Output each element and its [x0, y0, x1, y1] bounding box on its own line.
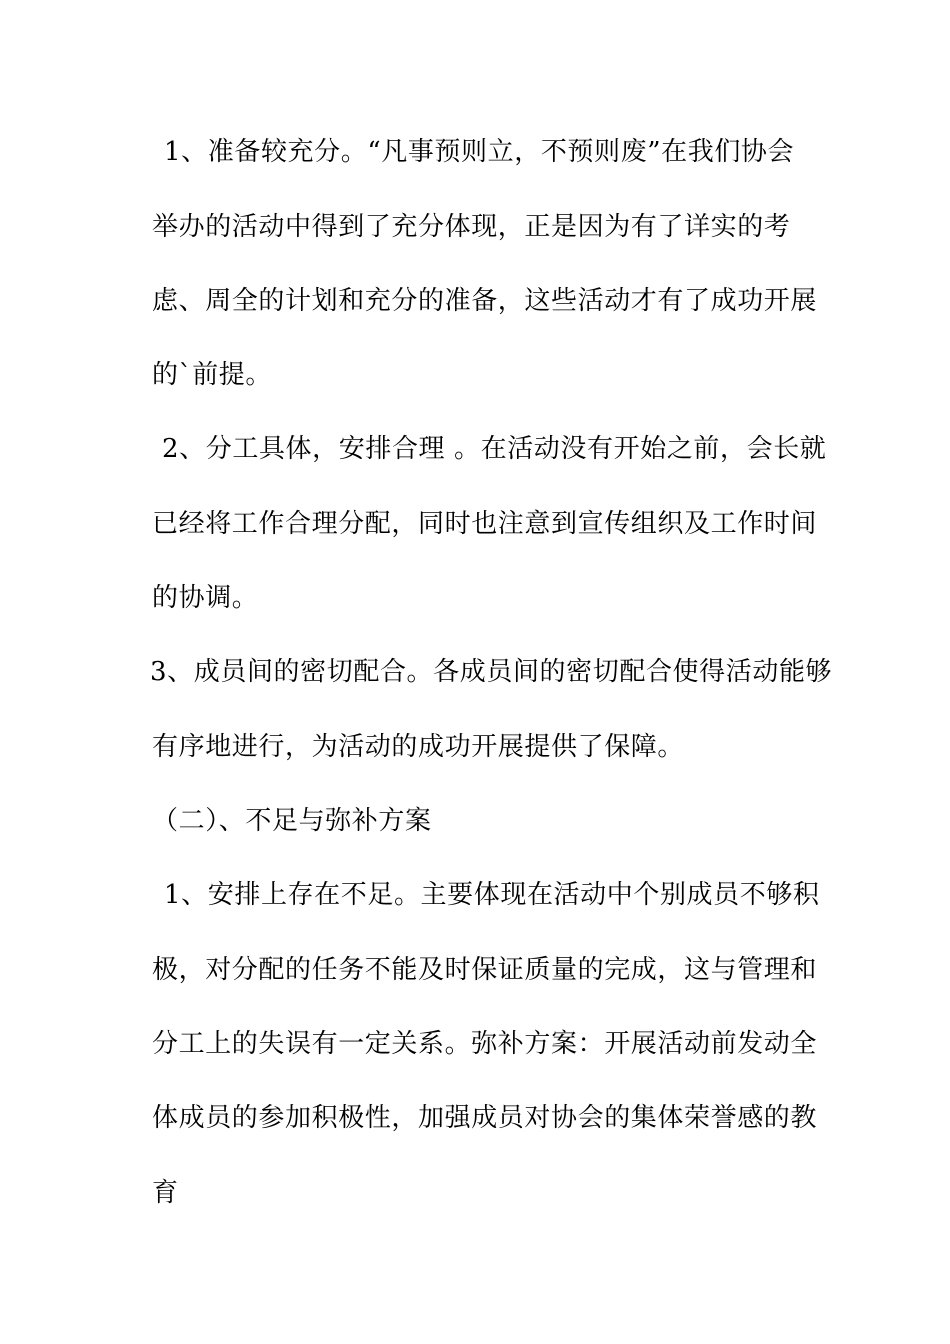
paragraph-line: 育 — [152, 1178, 179, 1208]
paragraph-line: 2、分工具体，安排合理 。在活动没有开始之前，会长就 — [162, 434, 827, 464]
paragraph-line: 的协调。 — [152, 583, 259, 613]
paragraph-line: 举办的活动中得到了充分体现，正是因为有了详实的考 — [152, 212, 791, 242]
paragraph-line: 3、成员间的密切配合。各成员间的密切配合使得活动能够 — [150, 657, 833, 687]
paragraph-line: 有序地进行，为活动的成功开展提供了保障。 — [152, 732, 685, 762]
paragraph-line: 已经将工作合理分配，同时也注意到宣传组织及工作时间 — [152, 509, 818, 539]
paragraph-line: 的`前提。 — [152, 360, 273, 390]
paragraph-line: 体成员的参加积极性，加强成员对协会的集体荣誉感的教 — [152, 1103, 818, 1133]
section-heading: （二）、不足与弥补方案 — [152, 806, 432, 836]
paragraph-line: 极，对分配的任务不能及时保证质量的完成，这与管理和 — [152, 955, 818, 985]
paragraph-line: 1、准备较充分。“凡事预则立，不预则废”在我们协会 — [164, 137, 795, 167]
paragraph-line: 1、安排上存在不足。主要体现在活动中个别成员不够积 — [164, 880, 820, 910]
paragraph-line: 虑、周全的计划和充分的准备，这些活动才有了成功开展 — [152, 286, 818, 316]
paragraph-line: 分工上的失误有一定关系。弥补方案：开展活动前发动全 — [152, 1029, 818, 1059]
